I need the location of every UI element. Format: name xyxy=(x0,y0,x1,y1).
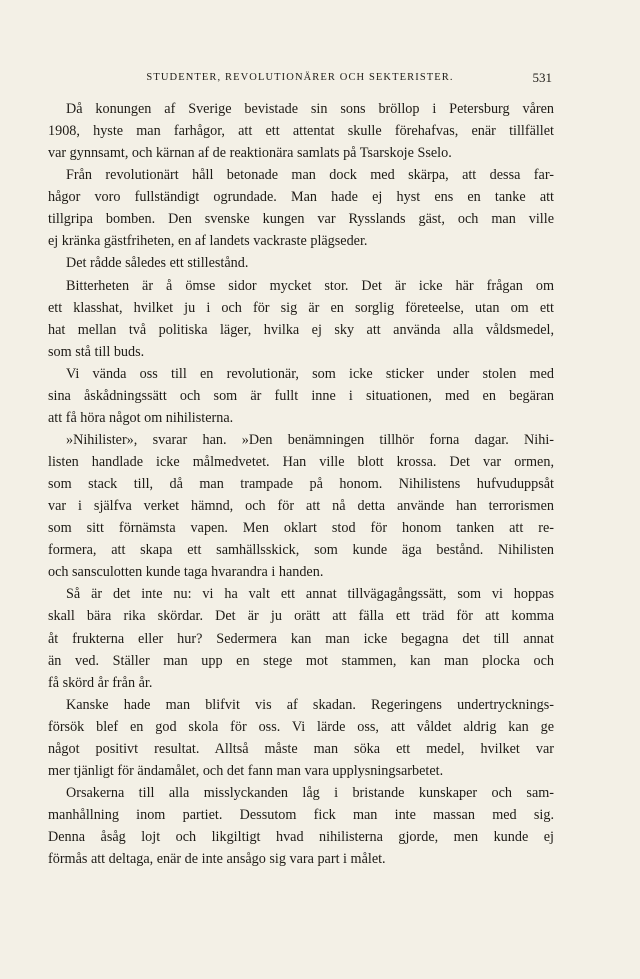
body-text xyxy=(48,98,554,870)
text-line: som sitt förnämsta vapen. Men oklart stod för honom tanken att re- xyxy=(48,520,554,537)
text-line: sina åskådningssätt och som är fullt inne i situationen, med en begäran xyxy=(48,387,554,404)
text-line: Så är det inte nu: vi ha valt ett annat tillvägagångssätt, som vi hoppas xyxy=(66,586,554,603)
text-line: något positivt resultat. Alltså måste man söka ett medel, hvilket var xyxy=(48,740,554,757)
text-line: Denna åsåg lojt och likgiltigt hvad nihilisterna gjorde, men kunde ej xyxy=(48,829,554,846)
text-line: hat mellan två politiska läger, hvilka ej sky att använda alla våldsmedel, xyxy=(48,321,554,338)
text-line: få skörd år från år. xyxy=(48,674,153,691)
text-line: Från revolutionärt håll betonade man dock med skärpa, att dessa far- xyxy=(66,167,554,184)
text-line: och sansculotten kunde taga hvarandra i handen. xyxy=(48,564,324,581)
text-line: Bitterheten är å ömse sidor mycket stor. Det är icke här frågan om xyxy=(66,277,554,294)
text-line: »Nihilister», svarar han. »Den benämningen tillhör forna dagar. Nihi- xyxy=(66,431,554,448)
text-line: hågor voro fullständigt ogrundade. Man hade ej hyst ens en tanke att xyxy=(48,189,554,206)
page-number: 531 xyxy=(532,70,552,85)
text-line: ett klasshat, hvilket ju i och för sig är en sorglig företeelse, utan om ett xyxy=(48,299,554,316)
text-line: förmås att deltaga, enär de inte ansågo sig vara part i målet. xyxy=(48,851,386,868)
text-line: 1908, hyste man farhågor, att ett attentat skulle förehafvas, enär tillfället xyxy=(48,123,554,140)
text-line: än ved. Ställer man upp en stege mot stammen, kan man plocka och xyxy=(48,652,554,669)
text-line: som stack till, då man trampade på honom. Nihilistens hufvuduppsåt xyxy=(48,476,554,493)
text-line: ej kränka gästfriheten, en af landets vackraste plägseder. xyxy=(48,233,368,250)
text-line: Vi vända oss till en revolutionär, som icke sticker under stolen med xyxy=(66,365,554,382)
text-line: mer tjänligt för ändamålet, och det fann man vara upplysningsarbetet. xyxy=(48,762,444,779)
text-line: åt frukterna eller hur? Sedermera kan man icke begagna det till annat xyxy=(48,630,554,647)
text-line: Då konungen af Sverige bevistade sin sons bröllop i Petersburg våren xyxy=(66,101,554,117)
text-line: försök blef en god skola för oss. Vi lärde oss, att våldet aldrig kan ge xyxy=(48,718,554,735)
text-line: Det rådde således ett stillestånd. xyxy=(66,255,249,272)
text-line: listen handlade icke målmedvetet. Han ville blott krossa. Det var ormen, xyxy=(48,454,554,470)
text-line: att få höra något om nihilisterna. xyxy=(48,409,234,426)
text-line: skall bära rika skördar. Det är ju orätt att fälla ett träd för att komma xyxy=(48,608,554,625)
text-line: formera, att skapa ett samhällsskick, som kunde äga bestånd. Nihilisten xyxy=(48,542,554,559)
text-line: Orsakerna till alla misslyckanden låg i bristande kunskaper och sam- xyxy=(66,784,554,801)
running-title: STUDENTER, REVOLUTIONÄRER OCH SEKTERISTER. xyxy=(146,72,454,83)
text-line: manhållning inom partiet. Dessutom fick man inte massan med sig. xyxy=(48,807,554,823)
text-line: som stå till buds. xyxy=(48,343,145,360)
text-line: tillgripa bomben. Den svenske kungen var Rysslands gäst, och man ville xyxy=(48,211,554,228)
text-line: Kanske hade man blifvit vis af skadan. Regeringens undertrycknings- xyxy=(66,696,554,713)
text-line: var gynnsamt, och kärnan af de reaktionära samlats på Tsarskoje Sselo. xyxy=(48,145,452,162)
running-head xyxy=(48,70,552,88)
text-line: var i själfva verket hämnd, och för att nå detta använde han terrorismen xyxy=(48,498,554,515)
